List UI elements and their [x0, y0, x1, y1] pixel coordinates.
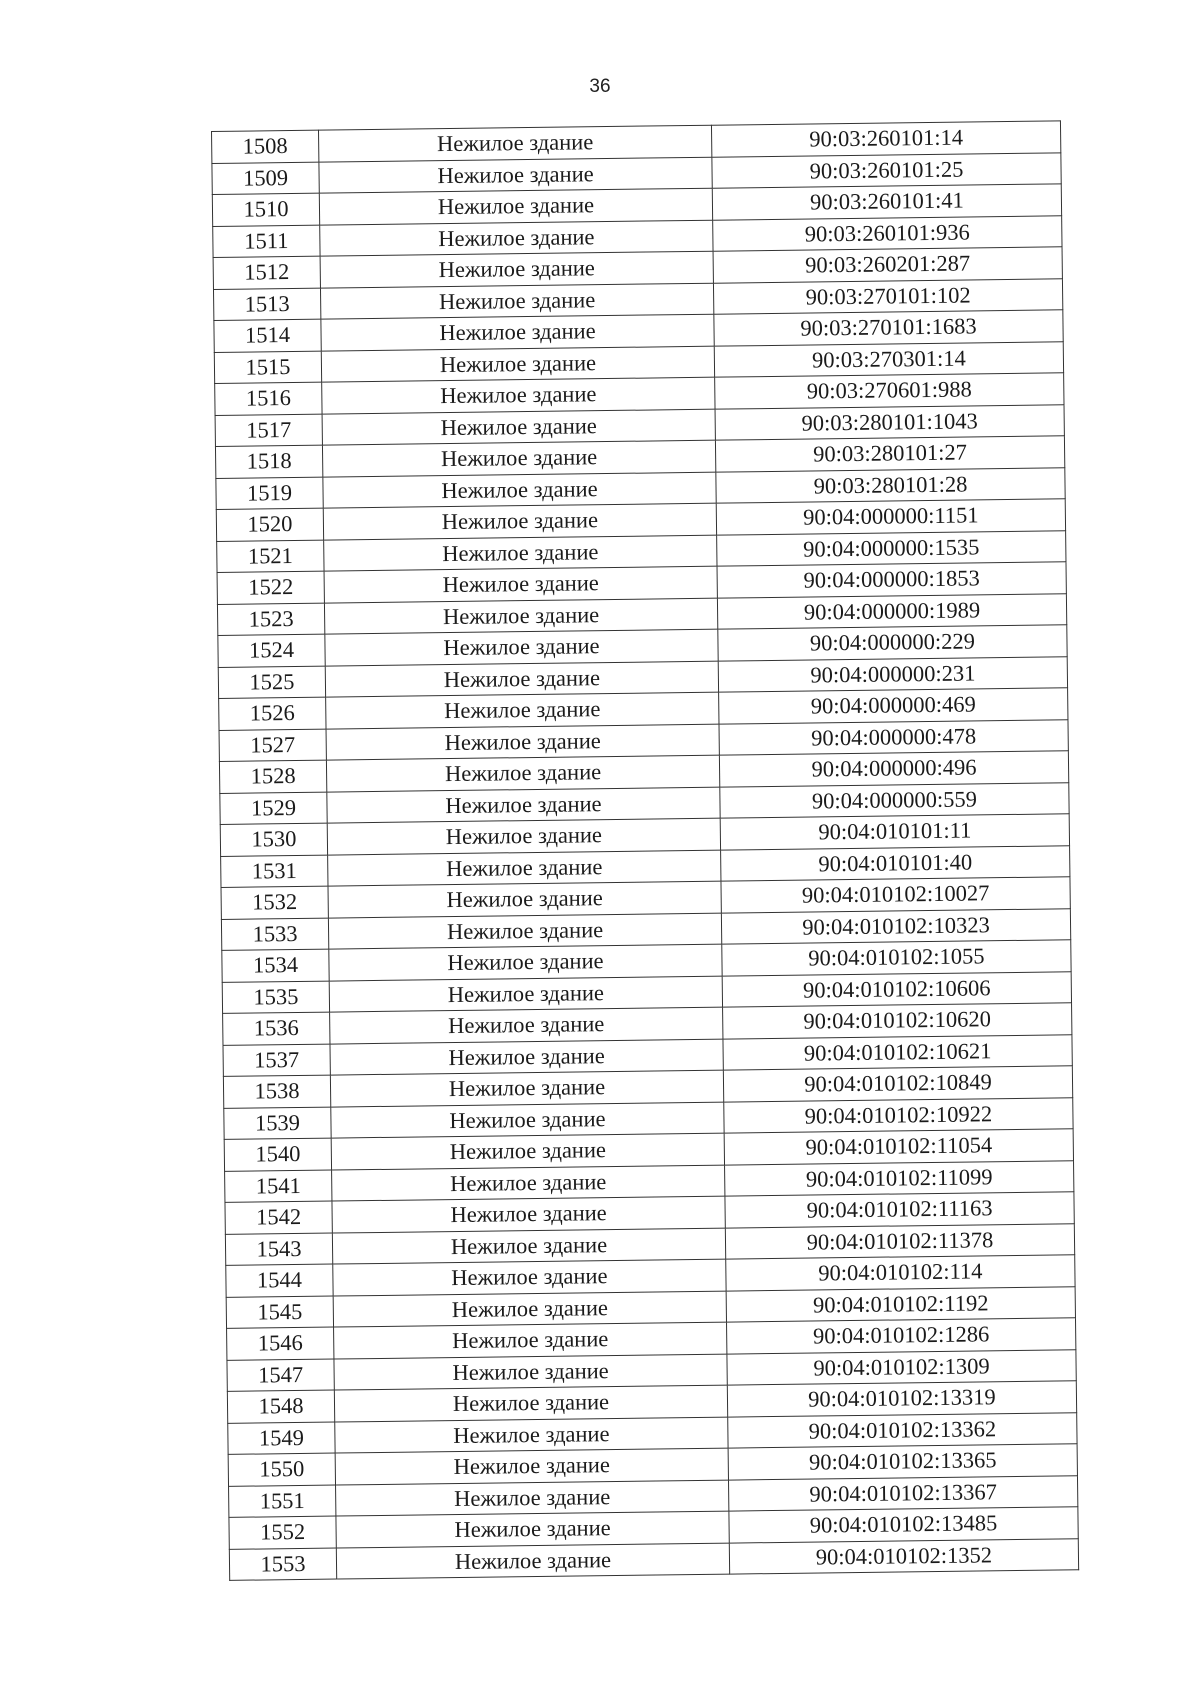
- object-type-cell: Нежилое здание: [325, 629, 718, 665]
- row-number-cell: 1541: [225, 1170, 332, 1203]
- cadastral-number-cell: 90:03:270101:1683: [714, 310, 1063, 346]
- property-table-body: [212, 121, 1079, 1581]
- row-number-cell: 1543: [225, 1233, 332, 1266]
- row-number-cell: 1539: [224, 1107, 331, 1140]
- object-type-cell: Нежилое здание: [326, 755, 719, 791]
- cadastral-number-cell: 90:03:260201:287: [713, 247, 1062, 283]
- cadastral-number-cell: 90:04:010102:1352: [729, 1538, 1078, 1574]
- row-number-cell: 1522: [217, 571, 324, 604]
- cadastral-number-cell: 90:03:280101:27: [715, 436, 1064, 472]
- row-number-cell: 1535: [222, 981, 329, 1014]
- cadastral-number-cell: 90:03:270601:988: [715, 373, 1064, 409]
- object-type-cell: Нежилое здание: [335, 1448, 728, 1484]
- cadastral-number-cell: 90:04:010102:13362: [728, 1412, 1077, 1448]
- row-number-cell: 1548: [227, 1390, 334, 1423]
- cadastral-number-cell: 90:03:270301:14: [714, 341, 1063, 377]
- row-number-cell: 1552: [229, 1516, 336, 1549]
- cadastral-number-cell: 90:04:000000:1989: [717, 593, 1066, 629]
- row-number-cell: 1545: [226, 1296, 333, 1329]
- object-type-cell: Нежилое здание: [334, 1354, 727, 1390]
- object-type-cell: Нежилое здание: [332, 1165, 725, 1201]
- row-number-cell: 1512: [213, 256, 320, 289]
- object-type-cell: Нежилое здание: [320, 220, 713, 256]
- row-number-cell: 1540: [224, 1138, 331, 1171]
- property-table: [211, 120, 1079, 1581]
- cadastral-number-cell: 90:04:000000:229: [718, 625, 1067, 661]
- cadastral-number-cell: 90:04:000000:469: [719, 688, 1068, 724]
- row-number-cell: 1536: [223, 1012, 330, 1045]
- object-type-cell: Нежилое здание: [324, 566, 717, 602]
- row-number-cell: 1531: [221, 855, 328, 888]
- object-type-cell: Нежилое здание: [318, 125, 711, 161]
- row-number-cell: 1508: [212, 130, 319, 163]
- row-number-cell: 1528: [219, 760, 326, 793]
- page-number: 36: [589, 76, 611, 97]
- row-number-cell: 1544: [226, 1264, 333, 1297]
- object-type-cell: Нежилое здание: [334, 1322, 727, 1358]
- object-type-cell: Нежилое здание: [326, 724, 719, 760]
- object-type-cell: Нежилое здание: [328, 850, 721, 886]
- object-type-cell: Нежилое здание: [320, 251, 713, 287]
- row-number-cell: 1515: [214, 351, 321, 384]
- row-number-cell: 1538: [223, 1075, 330, 1108]
- object-type-cell: Нежилое здание: [322, 440, 715, 476]
- object-type-cell: Нежилое здание: [332, 1228, 725, 1264]
- object-type-cell: Нежилое здание: [331, 1102, 724, 1138]
- cadastral-number-cell: 90:03:260101:25: [712, 152, 1061, 188]
- cadastral-number-cell: 90:04:010102:13367: [728, 1475, 1077, 1511]
- cadastral-number-cell: 90:04:010102:1192: [726, 1286, 1075, 1322]
- object-type-cell: Нежилое здание: [324, 535, 717, 571]
- cadastral-number-cell: 90:04:010102:11054: [724, 1129, 1073, 1165]
- cadastral-number-cell: 90:04:010101:11: [720, 814, 1069, 850]
- row-number-cell: 1532: [221, 886, 328, 919]
- object-type-cell: Нежилое здание: [319, 157, 712, 193]
- cadastral-number-cell: 90:04:010102:13365: [728, 1444, 1077, 1480]
- object-type-cell: Нежилое здание: [333, 1259, 726, 1295]
- cadastral-number-cell: 90:04:000000:1535: [717, 530, 1066, 566]
- cadastral-number-cell: 90:04:010102:1055: [722, 940, 1071, 976]
- row-number-cell: 1546: [227, 1327, 334, 1360]
- cadastral-number-cell: 90:04:000000:1853: [717, 562, 1066, 598]
- cadastral-number-cell: 90:04:010102:1309: [727, 1349, 1076, 1385]
- object-type-cell: Нежилое здание: [323, 503, 716, 539]
- row-number-cell: 1513: [213, 288, 320, 321]
- object-type-cell: Нежилое здание: [321, 346, 714, 382]
- cadastral-number-cell: 90:03:260101:14: [711, 121, 1060, 157]
- object-type-cell: Нежилое здание: [328, 913, 721, 949]
- row-number-cell: 1523: [217, 603, 324, 636]
- row-number-cell: 1549: [228, 1422, 335, 1455]
- object-type-cell: Нежилое здание: [324, 598, 717, 634]
- cadastral-number-cell: 90:03:270101:102: [713, 278, 1062, 314]
- cadastral-number-cell: 90:03:280101:1043: [715, 404, 1064, 440]
- cadastral-number-cell: 90:03:280101:28: [716, 467, 1065, 503]
- cadastral-number-cell: 90:04:000000:1151: [716, 499, 1065, 535]
- cadastral-number-cell: 90:04:010102:114: [726, 1255, 1075, 1291]
- object-type-cell: Нежилое здание: [322, 409, 715, 445]
- cadastral-number-cell: 90:04:010102:11099: [725, 1160, 1074, 1196]
- object-type-cell: Нежилое здание: [322, 377, 715, 413]
- row-number-cell: 1542: [225, 1201, 332, 1234]
- object-type-cell: Нежилое здание: [319, 188, 712, 224]
- cadastral-number-cell: 90:04:010102:11378: [725, 1223, 1074, 1259]
- row-number-cell: 1526: [219, 697, 326, 730]
- object-type-cell: Нежилое здание: [330, 1039, 723, 1075]
- object-type-cell: Нежилое здание: [321, 314, 714, 350]
- object-type-cell: Нежилое здание: [328, 881, 721, 917]
- row-number-cell: 1537: [223, 1044, 330, 1077]
- object-type-cell: Нежилое здание: [336, 1543, 729, 1579]
- cadastral-number-cell: 90:03:260101:936: [713, 215, 1062, 251]
- cadastral-number-cell: 90:04:010102:1286: [727, 1318, 1076, 1354]
- row-number-cell: 1518: [215, 445, 322, 478]
- row-number-cell: 1520: [216, 508, 323, 541]
- cadastral-number-cell: 90:04:000000:496: [719, 751, 1068, 787]
- row-number-cell: 1534: [222, 949, 329, 982]
- row-number-cell: 1527: [219, 729, 326, 762]
- row-number-cell: 1551: [229, 1485, 336, 1518]
- object-type-cell: Нежилое здание: [323, 472, 716, 508]
- row-number-cell: 1510: [212, 193, 319, 226]
- object-type-cell: Нежилое здание: [335, 1417, 728, 1453]
- row-number-cell: 1511: [213, 225, 320, 258]
- object-type-cell: Нежилое здание: [334, 1385, 727, 1421]
- cadastral-number-cell: 90:04:010102:10922: [724, 1097, 1073, 1133]
- cadastral-number-cell: 90:04:010102:10620: [723, 1003, 1072, 1039]
- row-number-cell: 1547: [227, 1359, 334, 1392]
- cadastral-number-cell: 90:04:010102:10606: [722, 971, 1071, 1007]
- object-type-cell: Нежилое здание: [332, 1196, 725, 1232]
- row-number-cell: 1514: [214, 319, 321, 352]
- cadastral-number-cell: 90:04:010102:11163: [725, 1192, 1074, 1228]
- row-number-cell: 1533: [221, 918, 328, 951]
- row-number-cell: 1529: [220, 792, 327, 825]
- row-number-cell: 1517: [215, 414, 322, 447]
- object-type-cell: Нежилое здание: [336, 1511, 729, 1547]
- cadastral-number-cell: 90:04:000000:478: [719, 719, 1068, 755]
- object-type-cell: Нежилое здание: [320, 283, 713, 319]
- object-type-cell: Нежилое здание: [330, 1070, 723, 1106]
- object-type-cell: Нежилое здание: [329, 944, 722, 980]
- row-number-cell: 1550: [228, 1453, 335, 1486]
- object-type-cell: Нежилое здание: [327, 787, 720, 823]
- row-number-cell: 1553: [229, 1548, 336, 1581]
- cadastral-number-cell: 90:03:260101:41: [712, 184, 1061, 220]
- cadastral-number-cell: 90:04:010102:13319: [727, 1381, 1076, 1417]
- row-number-cell: 1521: [217, 540, 324, 573]
- cadastral-number-cell: 90:04:010102:10027: [721, 877, 1070, 913]
- cadastral-number-cell: 90:04:010101:40: [721, 845, 1070, 881]
- cadastral-number-cell: 90:04:010102:10323: [721, 908, 1070, 944]
- object-type-cell: Нежилое здание: [333, 1291, 726, 1327]
- cadastral-number-cell: 90:04:000000:231: [718, 656, 1067, 692]
- object-type-cell: Нежилое здание: [330, 1007, 723, 1043]
- row-number-cell: 1525: [218, 666, 325, 699]
- object-type-cell: Нежилое здание: [331, 1133, 724, 1169]
- row-number-cell: 1524: [218, 634, 325, 667]
- cadastral-number-cell: 90:04:010102:10621: [723, 1034, 1072, 1070]
- row-number-cell: 1519: [216, 477, 323, 510]
- object-type-cell: Нежилое здание: [329, 976, 722, 1012]
- row-number-cell: 1530: [220, 823, 327, 856]
- cadastral-number-cell: 90:04:010102:13485: [729, 1507, 1078, 1543]
- object-type-cell: Нежилое здание: [336, 1480, 729, 1516]
- row-number-cell: 1509: [212, 162, 319, 195]
- row-number-cell: 1516: [215, 382, 322, 415]
- cadastral-number-cell: 90:04:010102:10849: [723, 1066, 1072, 1102]
- object-type-cell: Нежилое здание: [326, 692, 719, 728]
- object-type-cell: Нежилое здание: [325, 661, 718, 697]
- cadastral-number-cell: 90:04:000000:559: [720, 782, 1069, 818]
- object-type-cell: Нежилое здание: [327, 818, 720, 854]
